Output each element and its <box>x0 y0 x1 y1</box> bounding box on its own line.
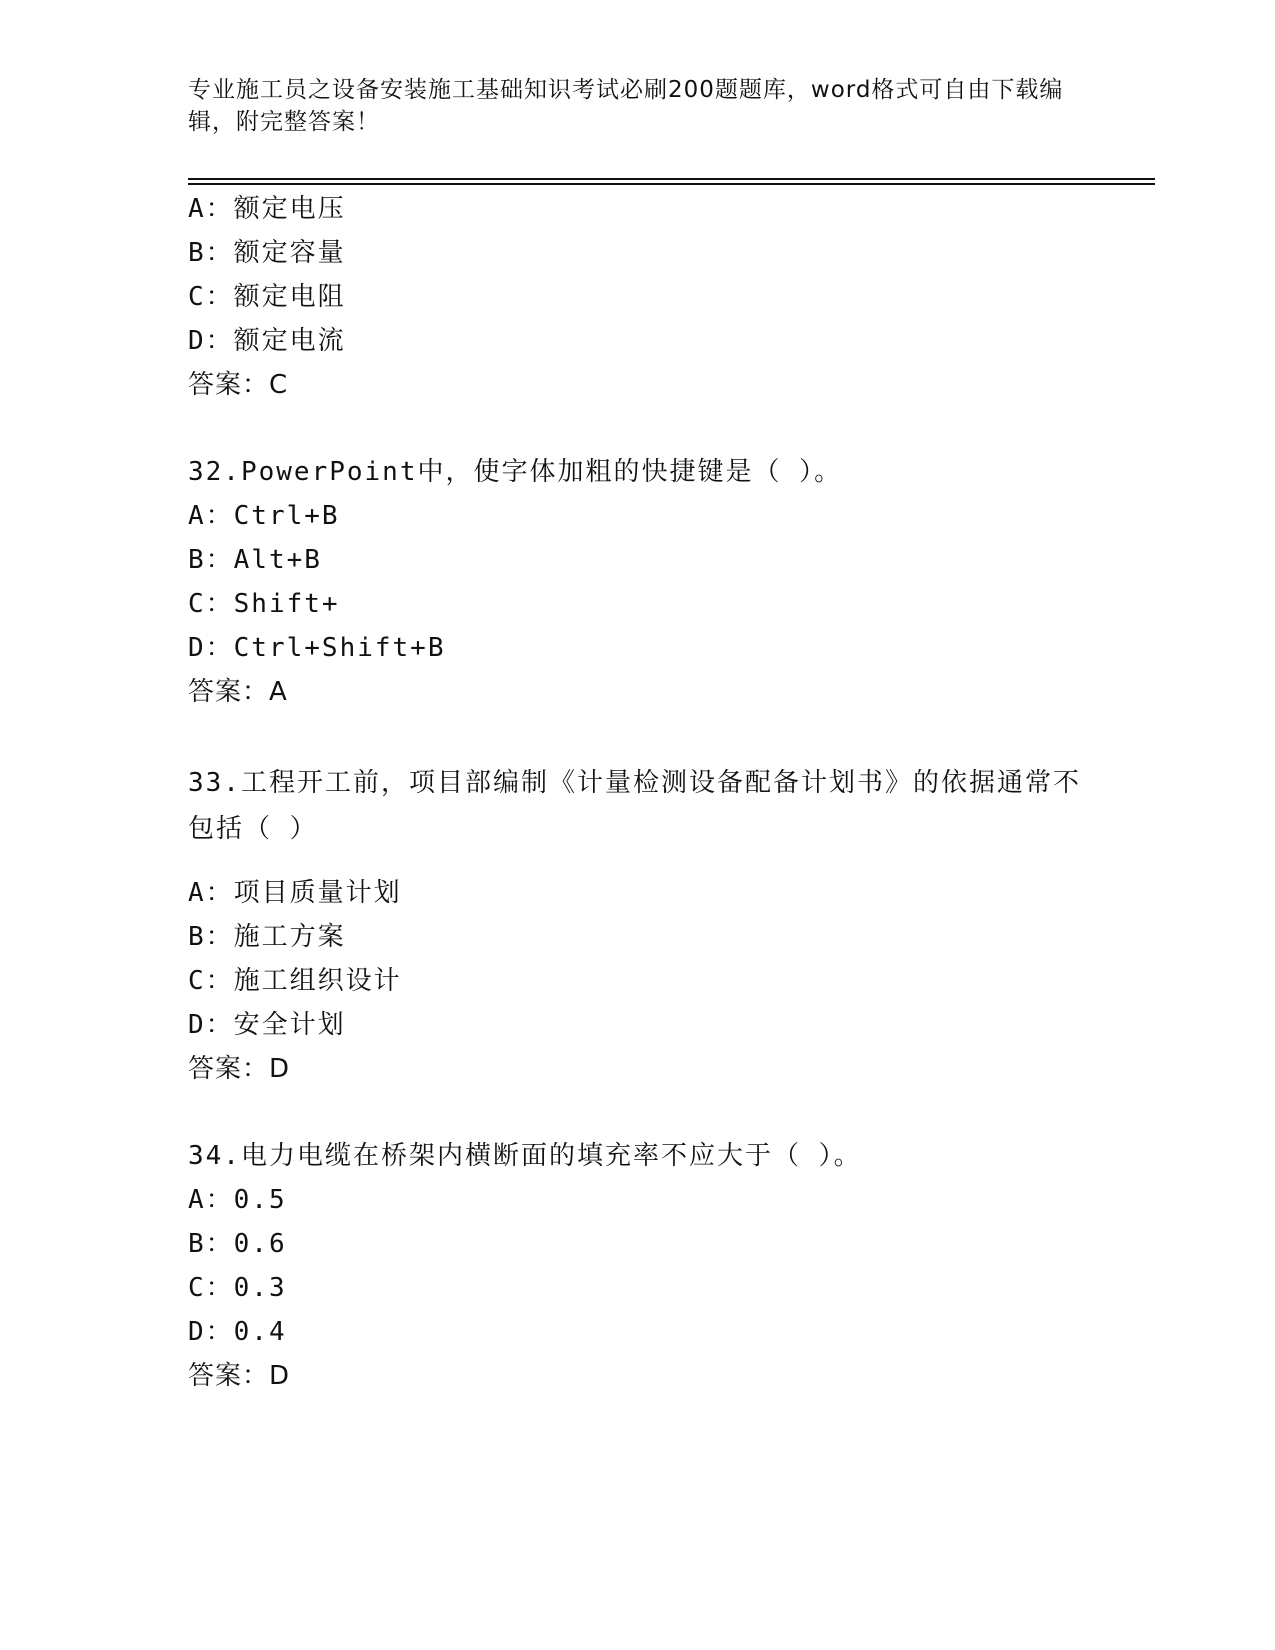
answer: 答案：C <box>188 370 289 400</box>
option-a: A：0.5 <box>188 1185 287 1215</box>
answer: 答案：D <box>188 1361 291 1391</box>
option-d: D：Ctrl+Shift+B <box>188 633 446 663</box>
question-text: 32.PowerPoint中，使字体加粗的快捷键是（ ）。 <box>188 457 843 487</box>
option-c: C：额定电阻 <box>188 282 346 312</box>
document-title: 专业施工员之设备安装施工基础知识考试必刷200题题库，word格式可自由下载编辑，附完整答案！ <box>188 77 1064 135</box>
answer: 答案：D <box>188 1054 291 1084</box>
option-b: B：Alt+B <box>188 545 322 575</box>
option-d: D：安全计划 <box>188 1010 346 1040</box>
option-d: D：0.4 <box>188 1317 287 1347</box>
answer: 答案：A <box>188 677 288 707</box>
option-b: B：施工方案 <box>188 922 346 952</box>
option-c: C：施工组织设计 <box>188 966 402 996</box>
header-divider-top <box>188 178 1155 180</box>
question-text: 33.工程开工前，项目部编制《计量检测设备配备计划书》的依据通常不包括（ ） <box>188 768 1081 844</box>
header-divider-bottom <box>188 183 1155 185</box>
question-text: 34.电力电缆在桥架内横断面的填充率不应大于（ ）。 <box>188 1141 862 1171</box>
option-a: A：额定电压 <box>188 194 346 224</box>
option-b: B：0.6 <box>188 1229 287 1259</box>
option-c: C：Shift+ <box>188 589 340 619</box>
option-a: A：项目质量计划 <box>188 878 402 908</box>
option-d: D：额定电流 <box>188 326 346 356</box>
option-b: B：额定容量 <box>188 238 346 268</box>
option-a: A：Ctrl+B <box>188 501 340 531</box>
option-c: C：0.3 <box>188 1273 287 1303</box>
